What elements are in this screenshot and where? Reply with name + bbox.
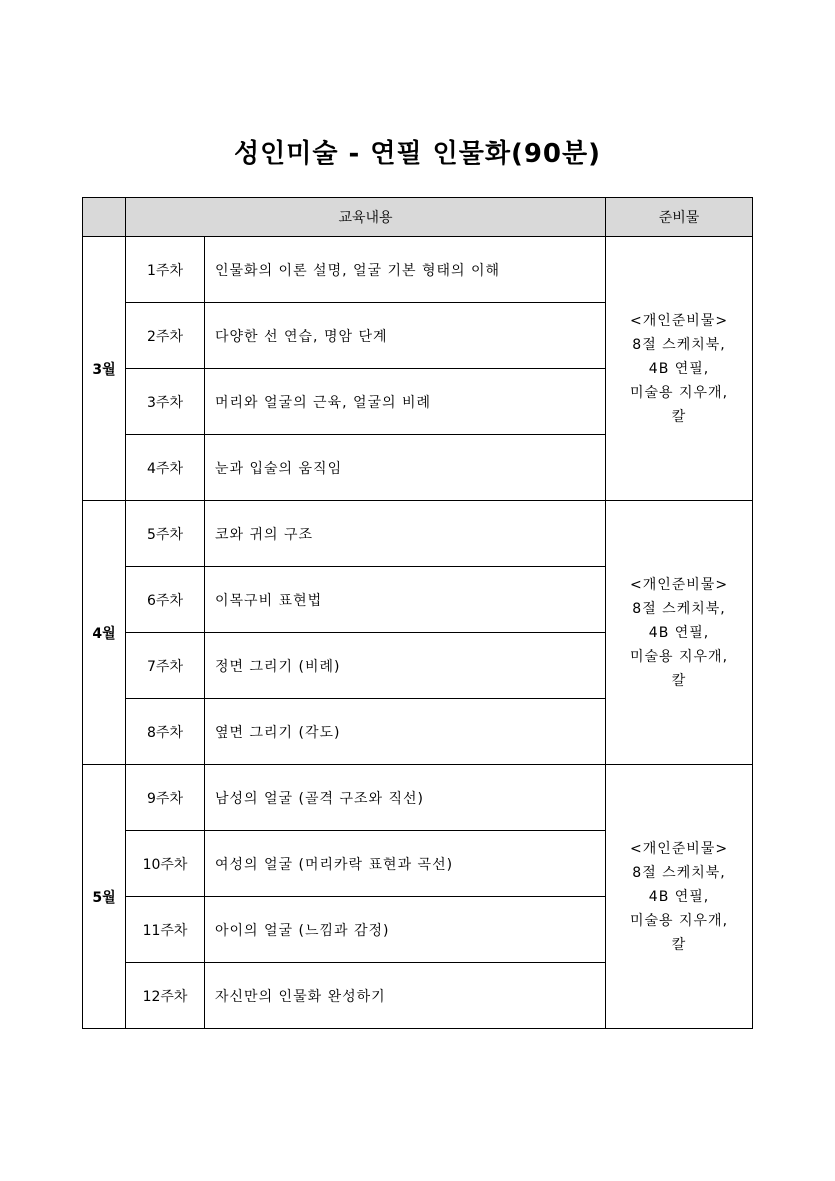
topic-cell: 인물화의 이론 설명, 얼굴 기본 형태의 이해 [205, 237, 606, 303]
header-content: 교육내용 [126, 198, 606, 237]
week-cell: 12주차 [126, 963, 205, 1029]
table-row [83, 501, 753, 567]
topic-cell: 코와 귀의 구조 [205, 501, 606, 567]
week-cell: 3주차 [126, 369, 205, 435]
supplies-line: <개인준비물> [629, 840, 729, 857]
topic-cell: 눈과 입술의 움직임 [205, 435, 606, 501]
topic-cell: 자신만의 인물화 완성하기 [205, 963, 606, 1029]
week-cell: 7주차 [126, 633, 205, 699]
supplies-line: 칼 [671, 408, 687, 425]
supplies-line: <개인준비물> [629, 312, 729, 329]
supplies-line: 미술용 지우개, [629, 912, 729, 929]
header-supplies: 준비물 [606, 198, 753, 237]
week-cell: 6주차 [126, 567, 205, 633]
topic-cell: 아이의 얼굴 (느낌과 감정) [205, 897, 606, 963]
supplies-cell [606, 765, 753, 1029]
topic-cell: 남성의 얼굴 (골격 구조와 직선) [205, 765, 606, 831]
supplies-line: <개인준비물> [629, 576, 729, 593]
page-title: 성인미술 - 연필 인물화(90분) [233, 139, 602, 169]
month-cell: 3월 [83, 237, 126, 501]
header-blank-cell [83, 198, 126, 237]
week-cell: 5주차 [126, 501, 205, 567]
week-cell: 4주차 [126, 435, 205, 501]
week-cell: 11주차 [126, 897, 205, 963]
supplies-line: 칼 [671, 936, 687, 953]
topic-cell: 이목구비 표현법 [205, 567, 606, 633]
supplies-line: 미술용 지우개, [629, 384, 729, 401]
week-cell: 10주차 [126, 831, 205, 897]
week-cell: 1주차 [126, 237, 205, 303]
supplies-line: 8절 스케치북, [632, 864, 726, 881]
supplies-line: 4B 연필, [648, 624, 710, 641]
supplies-line: 4B 연필, [648, 888, 710, 905]
supplies-line: 8절 스케치북, [632, 600, 726, 617]
supplies-line: 미술용 지우개, [629, 648, 729, 665]
supplies-line: 칼 [671, 672, 687, 689]
curriculum-table [82, 197, 753, 1029]
week-cell: 8주차 [126, 699, 205, 765]
week-cell: 2주차 [126, 303, 205, 369]
table-header-row [83, 198, 753, 237]
supplies-cell [606, 501, 753, 765]
month-cell: 5월 [83, 765, 126, 1029]
month-cell: 4월 [83, 501, 126, 765]
supplies-line: 8절 스케치북, [632, 336, 726, 353]
topic-cell: 옆면 그리기 (각도) [205, 699, 606, 765]
table-row [83, 237, 753, 303]
table-row [83, 765, 753, 831]
topic-cell: 머리와 얼굴의 근육, 얼굴의 비례 [205, 369, 606, 435]
supplies-line: 4B 연필, [648, 360, 710, 377]
topic-cell: 정면 그리기 (비례) [205, 633, 606, 699]
week-cell: 9주차 [126, 765, 205, 831]
supplies-cell [606, 237, 753, 501]
topic-cell: 여성의 얼굴 (머리카락 표현과 곡선) [205, 831, 606, 897]
topic-cell: 다양한 선 연습, 명암 단계 [205, 303, 606, 369]
